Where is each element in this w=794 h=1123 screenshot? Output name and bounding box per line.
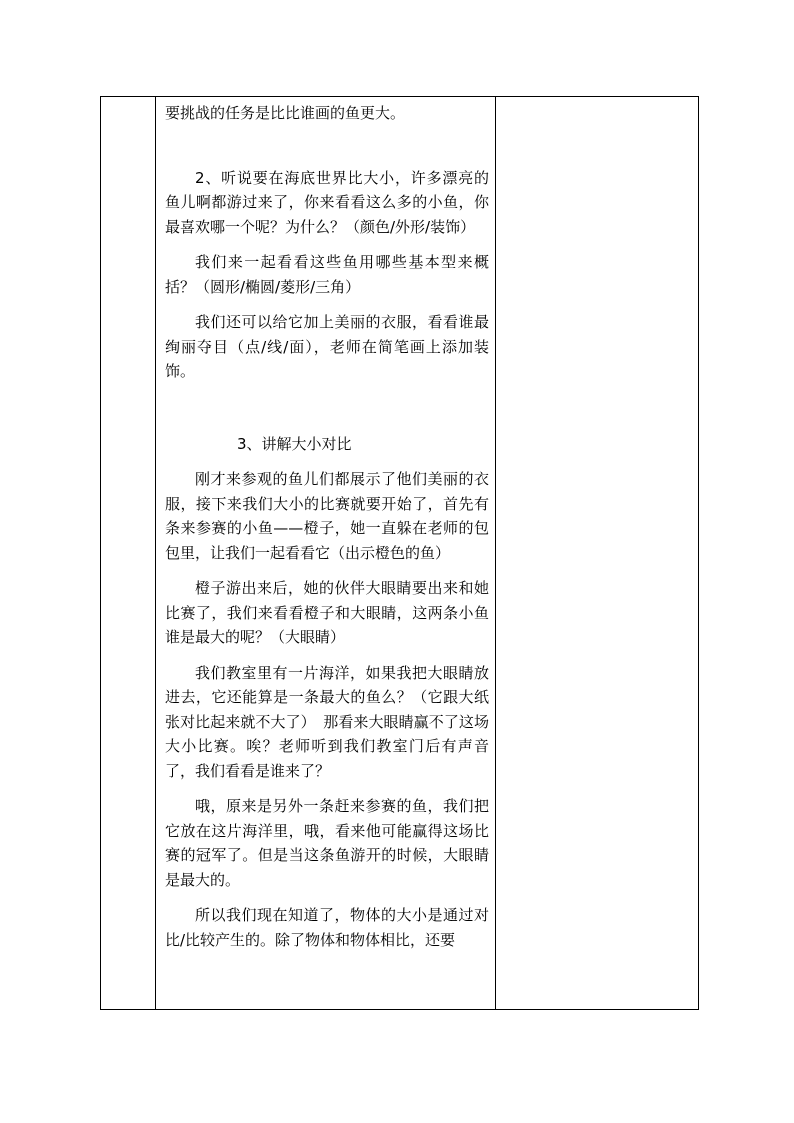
section-heading-size-contrast: 3、讲解大小对比 <box>237 434 352 453</box>
content-cell <box>156 97 496 1010</box>
paragraph-basic-shapes: 我们来一起看看这些鱼用哪些基本型来概括？（圆形/椭圆/菱形/三角） <box>165 253 489 296</box>
paragraph-big-eyes: 橙子游出来后，她的伙伴大眼睛要出来和她比赛了，我们来看看橙子和大眼睛，这两条小鱼谁是最大的呢？（大眼睛） <box>165 579 489 646</box>
lesson-plan-table <box>100 96 699 1010</box>
paragraph-another-fish: 哦，原来是另外一条赶来参赛的鱼，我们把它放在这片海洋里，哦，看来他可能赢得这场比赛的冠军了。但是当这条鱼游开的时候，大眼睛是最大的。 <box>165 797 489 889</box>
lesson-content <box>156 97 495 952</box>
paragraph-conclusion: 所以我们现在知道了，物体的大小是通过对比/比较产生的。除了物体和物体相比，还要 <box>165 906 489 949</box>
right-column-cell <box>496 97 699 1010</box>
paragraph-classroom-ocean: 我们教室里有一片海洋，如果我把大眼睛放进去，它还能算是一条最大的鱼么？（它跟大纸张对比起来就不大了） 那看来大眼睛赢不了这场大小比赛。唉？老师听到我们教室门后有声音了，我们看看是谁来了？ <box>165 663 489 780</box>
spacer <box>165 395 489 432</box>
paragraph-decoration: 我们还可以给它加上美丽的衣服，看看谁最绚丽夺目（点/线/面），老师在简笔画上添加装饰。 <box>165 313 489 380</box>
paragraph-orange-fish: 刚才来参观的鱼儿们都展示了他们美丽的衣服，接下来我们大小的比赛就要开始了，首先有条来参赛的小鱼——橙子，她一直躲在老师的包包里，让我们一起看看它（出示橙色的鱼） <box>165 470 489 562</box>
paragraph-step-2: 2、听说要在海底世界比大小，许多漂亮的鱼儿啊都游过来了，你来看看这么多的小鱼，你最喜欢哪一个呢？为什么？（颜色/外形/装饰） <box>165 168 489 236</box>
left-column-cell <box>101 97 156 1010</box>
spacer <box>165 126 489 166</box>
table-row <box>101 97 699 1010</box>
paragraph-intro: 要挑战的任务是比比谁画的鱼更大。 <box>165 104 406 122</box>
